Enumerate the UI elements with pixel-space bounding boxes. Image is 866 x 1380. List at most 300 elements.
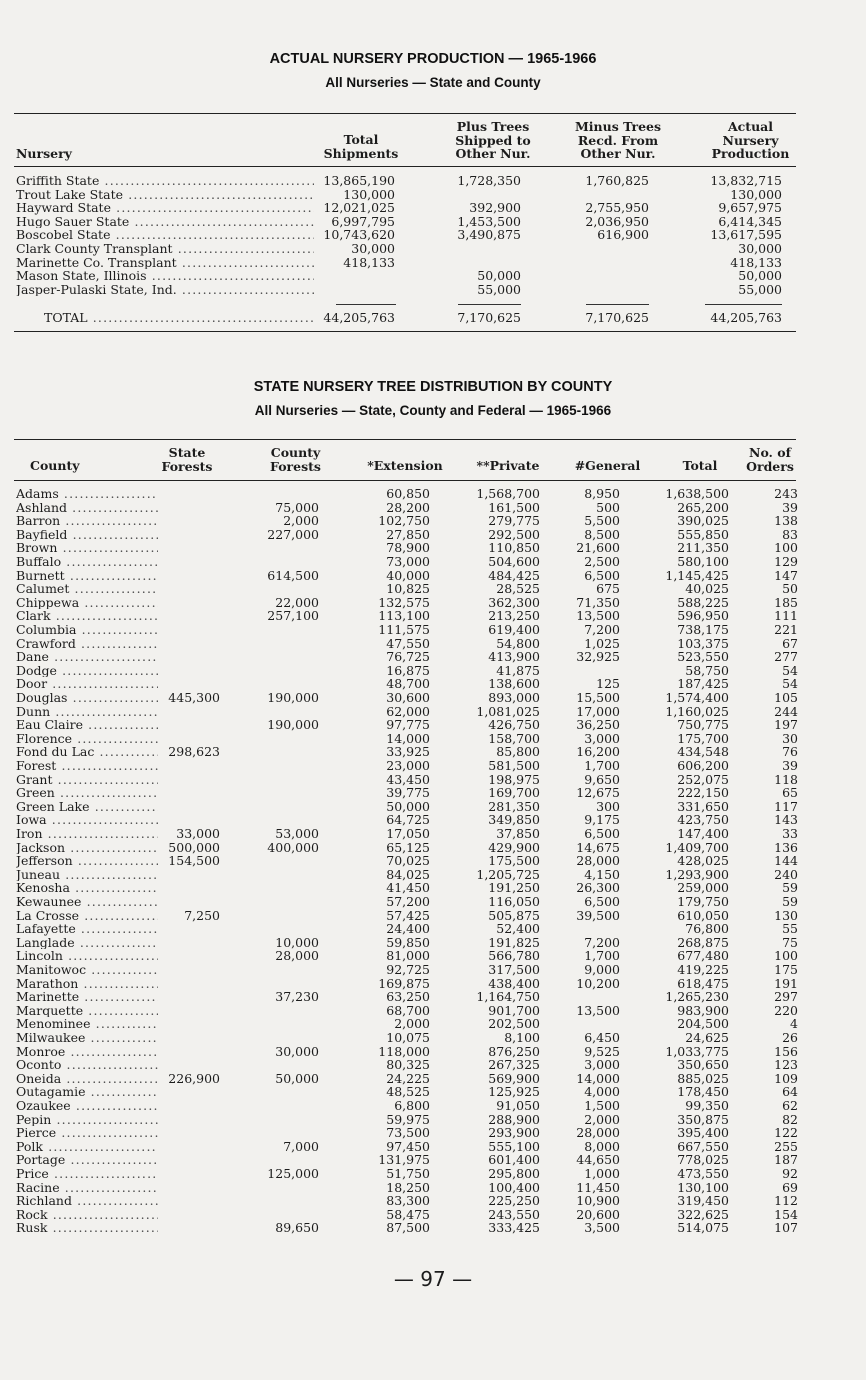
county-name: Milwaukee ..... <box>16 1031 158 1045</box>
table2-cell: 103,375 <box>677 635 729 651</box>
table2-cell: 175 <box>774 962 798 977</box>
table2-cell: 473,550 <box>677 1166 729 1181</box>
table1-cell: 13,832,715 <box>710 173 782 188</box>
table2-cell: 243,550 <box>488 1206 540 1222</box>
table2-cell: 514,075 <box>677 1220 729 1236</box>
table2-cell: 99,350 <box>685 1098 729 1113</box>
table2-cell: 67 <box>782 635 798 651</box>
table2-cell: 3,000 <box>584 1057 620 1073</box>
table2-cell: 47,550 <box>386 635 430 651</box>
table2-cell: 4,000 <box>584 1084 620 1100</box>
table2-cell: 100 <box>774 540 798 556</box>
county-name: Polk ..... <box>16 1140 158 1154</box>
table2-cell: 350,875 <box>677 1111 729 1127</box>
table2-cell: 322,625 <box>677 1206 729 1222</box>
county-name: Juneau ..... <box>16 868 158 882</box>
table2-cell: 279,775 <box>488 513 540 529</box>
table2-cell: 125,925 <box>488 1084 540 1100</box>
county-name: Pepin ..... <box>16 1113 158 1127</box>
table2-cell: 82 <box>782 1111 798 1127</box>
table2-cell: 901,700 <box>488 1002 540 1018</box>
table2-cell: 1,638,500 <box>665 486 729 501</box>
table2-cell: 240 <box>774 866 798 882</box>
table2-cell: 138 <box>774 513 798 529</box>
table2-cell: 1,000 <box>584 1166 620 1181</box>
table2-cell: 48,525 <box>386 1084 430 1100</box>
county-name: Door ..... <box>16 677 158 691</box>
table2-cell: 18,250 <box>386 1179 430 1195</box>
table2-cell: 129 <box>774 554 798 569</box>
table2-cell: 59 <box>782 880 798 896</box>
table2-cell: 523,550 <box>677 649 729 665</box>
table2-cell: 428,025 <box>677 853 729 869</box>
table1-total-shipments: 44,205,763 <box>323 310 395 325</box>
table2-cell: 1,033,775 <box>665 1043 729 1059</box>
table2-cell: 100 <box>774 948 798 964</box>
table2-cell: 3,000 <box>584 730 620 746</box>
table2-cell: 17,000 <box>576 703 620 719</box>
table2-cell: 277 <box>774 649 798 665</box>
table2-cell: 73,500 <box>386 1125 430 1141</box>
table2-cell: 1,568,700 <box>476 486 540 501</box>
table2-cell: 618,475 <box>677 975 729 991</box>
county-name: Fond du Lac ..... <box>16 745 158 759</box>
table2-cell: 7,250 <box>184 907 220 923</box>
table2-cell: 288,900 <box>488 1111 540 1127</box>
table2-cell: 69 <box>782 1179 798 1195</box>
table2-cell: 84,025 <box>386 866 430 882</box>
table2-cell: 75,000 <box>275 499 319 515</box>
table2-cell: 204,500 <box>677 1016 729 1032</box>
table2-cell: 222,150 <box>677 785 729 801</box>
table2-cell: 24,225 <box>386 1070 430 1086</box>
county-name: Richland ..... <box>16 1194 158 1208</box>
table2-cell: 8,100 <box>504 1030 540 1045</box>
county-name: Dodge ..... <box>16 664 158 678</box>
county-name: Barron ..... <box>16 514 158 528</box>
table2-cell: 28,200 <box>386 499 430 515</box>
table2-cell: 2,500 <box>584 554 620 569</box>
table1-cell: 12,021,025 <box>323 200 395 216</box>
table2-cell: 2,000 <box>394 1016 430 1032</box>
table2-cell: 68,700 <box>386 1002 430 1018</box>
table2-cell: 6,500 <box>584 826 620 841</box>
table2-cell: 41,875 <box>496 662 540 678</box>
table1-cell: 55,000 <box>738 281 782 297</box>
table2-cell: 257,100 <box>267 608 319 624</box>
table2-cell: 92,725 <box>386 962 430 977</box>
county-name: Dane ..... <box>16 650 158 664</box>
table1-header-actual-production: Actual Nursery Production <box>711 119 790 161</box>
table2-cell: 144 <box>774 853 798 869</box>
county-name: Monroe ..... <box>16 1045 158 1059</box>
table2-cell: 65 <box>782 785 798 801</box>
table2-cell: 132,575 <box>378 594 430 610</box>
table2-cell: 24,625 <box>685 1030 729 1045</box>
table2-cell: 81,000 <box>386 948 430 964</box>
table2-cell: 143 <box>774 812 798 828</box>
table2-subtitle: All Nurseries — State, County and Federal — 1965-1966 <box>254 403 612 418</box>
table2-cell: 64,725 <box>386 812 430 828</box>
table2-cell: 333,425 <box>488 1220 540 1236</box>
table2-cell: 15,500 <box>576 690 620 705</box>
table2-cell: 281,350 <box>488 798 540 814</box>
table2-cell: 102,750 <box>378 513 430 529</box>
table2-cell: 295,800 <box>488 1166 540 1181</box>
table2-cell: 202,500 <box>488 1016 540 1032</box>
table2-cell: 179,750 <box>677 894 729 909</box>
table2-cell: 423,750 <box>677 812 729 828</box>
table2-cell: 6,800 <box>394 1098 430 1113</box>
county-name: Forest ..... <box>16 759 158 773</box>
table2-cell: 100,400 <box>488 1179 540 1195</box>
table2-cell: 58,750 <box>685 662 729 678</box>
county-name: Kenosha ..... <box>16 881 158 895</box>
county-name: Jefferson ..... <box>16 854 158 868</box>
nursery-name: Griffith State ..... <box>16 174 314 188</box>
table2-cell: 62,000 <box>386 703 430 719</box>
table2-cell: 259,000 <box>677 880 729 896</box>
table2-cell: 349,850 <box>488 812 540 828</box>
table2-title: STATE NURSERY TREE DISTRIBUTION BY COUNTY <box>253 379 613 395</box>
table2-cell: 601,400 <box>488 1152 540 1168</box>
county-name: La Crosse ..... <box>16 909 158 923</box>
county-name: Ozaukee ..... <box>16 1099 158 1113</box>
table2-cell: 317,500 <box>488 962 540 977</box>
table2-cell: 50,000 <box>275 1070 319 1086</box>
table2-cell: 9,000 <box>584 962 620 977</box>
table2-cell: 555,100 <box>488 1138 540 1154</box>
county-name: Lincoln ..... <box>16 949 158 963</box>
table2-cell: 39,775 <box>386 785 430 801</box>
table2-cell: 54,800 <box>496 635 540 651</box>
county-name: Eau Claire ..... <box>16 718 158 732</box>
table2-cell: 6,500 <box>584 894 620 909</box>
table2-cell: 156 <box>774 1043 798 1059</box>
table2-cell: 185 <box>774 594 798 610</box>
table1-cell: 13,865,190 <box>323 173 395 188</box>
table1-cell: 2,036,950 <box>585 213 649 229</box>
table2-cell: 434,548 <box>677 744 729 760</box>
county-name: Iron ..... <box>16 827 158 841</box>
table2-cell: 778,025 <box>677 1152 729 1168</box>
table2-cell: 97,775 <box>386 717 430 733</box>
table2-cell: 50 <box>782 581 798 597</box>
table2-cell: 161,500 <box>488 499 540 515</box>
table2-cell: 59 <box>782 894 798 909</box>
table2-cell: 419,225 <box>677 962 729 977</box>
table2-cell: 36,250 <box>576 717 620 733</box>
table2-top-rule <box>14 439 796 440</box>
table2-cell: 55 <box>782 921 798 937</box>
table2-cell: 187 <box>774 1152 798 1168</box>
table2-cell: 500 <box>596 499 620 515</box>
table2-cell: 10,825 <box>386 581 430 597</box>
table2-cell: 85,800 <box>496 744 540 760</box>
county-name: Oneida ..... <box>16 1072 158 1086</box>
table2-cell: 4 <box>790 1016 798 1032</box>
county-name: Buffalo ..... <box>16 555 158 569</box>
county-name: Rusk ..... <box>16 1221 158 1235</box>
table2-cell: 154 <box>774 1206 798 1222</box>
table2-cell: 138,600 <box>488 676 540 692</box>
county-name: Iowa ..... <box>16 813 158 827</box>
table2-cell: 107 <box>774 1220 798 1236</box>
nursery-name: Mason State, Illinois ..... <box>16 269 314 283</box>
table1-cell: 418,133 <box>730 254 782 270</box>
table2-cell: 569,900 <box>488 1070 540 1086</box>
county-name: Green Lake ..... <box>16 800 158 814</box>
table2-header-extension: *Extension <box>367 458 443 473</box>
table1-cell: 9,657,975 <box>718 200 782 216</box>
table2-cell: 500,000 <box>168 839 220 855</box>
county-name: Burnett ..... <box>16 569 158 583</box>
nursery-name: Hayward State ..... <box>16 201 314 215</box>
table2-cell: 292,500 <box>488 526 540 542</box>
table2-cell: 87,500 <box>386 1220 430 1236</box>
table1-subtotal-rule-3 <box>586 304 649 305</box>
table2-cell: 27,850 <box>386 526 430 542</box>
table2-cell: 71,350 <box>576 594 620 610</box>
table1-total-label: TOTAL ..... <box>44 311 314 325</box>
table2-cell: 3,500 <box>584 1220 620 1236</box>
table2-cell: 606,200 <box>677 758 729 773</box>
table1-cell: 10,743,620 <box>323 227 395 243</box>
table2-cell: 54 <box>782 662 798 678</box>
table2-cell: 14,000 <box>386 730 430 746</box>
table2-cell: 28,525 <box>496 581 540 597</box>
table2-cell: 118,000 <box>378 1043 430 1059</box>
table2-header-rule <box>14 480 796 481</box>
table2-cell: 125,000 <box>267 1166 319 1181</box>
county-name: Langlade ..... <box>16 936 158 950</box>
table1-cell: 1,453,500 <box>457 213 521 229</box>
table2-cell: 13,500 <box>576 608 620 624</box>
table2-cell: 62 <box>782 1098 798 1113</box>
table2-cell: 211,350 <box>677 540 729 556</box>
county-name: Portage ..... <box>16 1153 158 1167</box>
table2-cell: 319,450 <box>677 1193 729 1209</box>
table1-subtotal-rule-1 <box>336 304 396 305</box>
table2-cell: 10,075 <box>386 1030 430 1045</box>
table2-cell: 122 <box>774 1125 798 1141</box>
table2-cell: 1,160,025 <box>665 703 729 719</box>
table2-cell: 8,000 <box>584 1138 620 1154</box>
table2-cell: 198,975 <box>488 771 540 787</box>
table2-cell: 130 <box>774 907 798 923</box>
table2-cell: 39,500 <box>576 907 620 923</box>
county-name: Dunn ..... <box>16 705 158 719</box>
table2-cell: 175,700 <box>677 730 729 746</box>
table1-cell: 50,000 <box>738 268 782 284</box>
table2-cell: 983,900 <box>677 1002 729 1018</box>
table2-cell: 48,700 <box>386 676 430 692</box>
table2-cell: 10,900 <box>576 1193 620 1209</box>
table2-cell: 58,475 <box>386 1206 430 1222</box>
table2-cell: 53,000 <box>275 826 319 841</box>
county-name: Oconto ..... <box>16 1058 158 1072</box>
table2-cell: 4,150 <box>584 866 620 882</box>
table2-cell: 426,750 <box>488 717 540 733</box>
county-name: Clark ..... <box>16 609 158 623</box>
table2-cell: 8,500 <box>584 526 620 542</box>
table2-cell: 1,205,725 <box>476 866 540 882</box>
table2-cell: 16,200 <box>576 744 620 760</box>
county-name: Chippewa ..... <box>16 596 158 610</box>
table2-cell: 76,800 <box>685 921 729 937</box>
county-name: Marathon ..... <box>16 977 158 991</box>
table2-cell: 63,250 <box>386 989 430 1005</box>
table2-cell: 438,400 <box>488 975 540 991</box>
table1-cell: 3,490,875 <box>457 227 521 243</box>
table2-cell: 738,175 <box>677 622 729 637</box>
table2-cell: 5,500 <box>584 513 620 529</box>
table2-cell: 581,500 <box>488 758 540 773</box>
county-name: Rock ..... <box>16 1208 158 1222</box>
table2-cell: 244 <box>774 703 798 719</box>
table2-cell: 580,100 <box>677 554 729 569</box>
table2-cell: 75 <box>782 934 798 950</box>
table2-cell: 429,900 <box>488 839 540 855</box>
table2-cell: 76,725 <box>386 649 430 665</box>
table2-cell: 33,925 <box>386 744 430 760</box>
table1-cell: 616,900 <box>597 227 649 243</box>
table2-cell: 20,600 <box>576 1206 620 1222</box>
county-name: Price ..... <box>16 1167 158 1181</box>
table2-cell: 59,850 <box>386 934 430 950</box>
table1-cell: 1,760,825 <box>585 173 649 188</box>
table2-cell: 400,000 <box>267 839 319 855</box>
table2-cell: 566,780 <box>488 948 540 964</box>
table2-cell: 30 <box>782 730 798 746</box>
table2-cell: 596,950 <box>677 608 729 624</box>
table2-cell: 876,250 <box>488 1043 540 1059</box>
table2-cell: 109 <box>774 1070 798 1086</box>
table2-cell: 14,000 <box>576 1070 620 1086</box>
county-name: Green ..... <box>16 786 158 800</box>
table2-cell: 1,409,700 <box>665 839 729 855</box>
table2-cell: 40,000 <box>386 567 430 583</box>
table1-cell: 50,000 <box>477 268 521 284</box>
county-name: Racine ..... <box>16 1181 158 1195</box>
county-name: Lafayette ..... <box>16 922 158 936</box>
table2-cell: 243 <box>774 486 798 501</box>
table1-header-total-shipments: Total Shipments <box>323 132 399 161</box>
table2-cell: 555,850 <box>677 526 729 542</box>
nursery-name: Hugo Sauer State ..... <box>16 215 314 229</box>
county-name: Crawford ..... <box>16 637 158 651</box>
table2-cell: 10,200 <box>576 975 620 991</box>
table2-cell: 9,175 <box>584 812 620 828</box>
table2-cell: 350,650 <box>677 1057 729 1073</box>
table2-cell: 16,875 <box>386 662 430 678</box>
table2-cell: 1,025 <box>584 635 620 651</box>
county-name: Adams ..... <box>16 487 158 501</box>
table2-cell: 190,000 <box>267 717 319 733</box>
table2-cell: 362,300 <box>488 594 540 610</box>
table2-cell: 23,000 <box>386 758 430 773</box>
table2-cell: 17,050 <box>386 826 430 841</box>
county-name: Columbia ..... <box>16 623 158 637</box>
table2-cell: 190,000 <box>267 690 319 705</box>
table1-cell: 130,000 <box>343 186 395 202</box>
table2-cell: 750,775 <box>677 717 729 733</box>
table2-cell: 2,000 <box>584 1111 620 1127</box>
table2-cell: 255 <box>774 1138 798 1154</box>
table2-cell: 413,900 <box>488 649 540 665</box>
table1-bottom-rule <box>14 331 796 332</box>
table2-cell: 7,200 <box>584 622 620 637</box>
table2-cell: 110,850 <box>488 540 540 556</box>
county-name: Menominee ..... <box>16 1017 158 1031</box>
table2-cell: 76 <box>782 744 798 760</box>
county-name: Brown ..... <box>16 541 158 555</box>
table2-cell: 213,250 <box>488 608 540 624</box>
table2-cell: 26,300 <box>576 880 620 896</box>
table1-cell: 2,755,950 <box>585 200 649 216</box>
table2-cell: 158,700 <box>488 730 540 746</box>
table1-cell: 418,133 <box>343 254 395 270</box>
nursery-name: Trout Lake State ..... <box>16 188 314 202</box>
county-name: Ashland ..... <box>16 501 158 515</box>
table1-top-rule <box>14 113 796 114</box>
table2-cell: 265,200 <box>677 499 729 515</box>
table2-cell: 80,325 <box>386 1057 430 1073</box>
table2-cell: 7,000 <box>283 1138 319 1154</box>
table2-cell: 9,650 <box>584 771 620 787</box>
table2-cell: 117 <box>774 798 798 814</box>
table2-cell: 89,650 <box>275 1220 319 1236</box>
county-name: Marinette ..... <box>16 990 158 1004</box>
table2-cell: 41,450 <box>386 880 430 896</box>
table2-header-orders: No. of Orders <box>746 445 794 474</box>
table2-cell: 331,650 <box>677 798 729 814</box>
table2-cell: 297 <box>774 989 798 1005</box>
table2-cell: 187,425 <box>677 676 729 692</box>
table2-cell: 131,975 <box>378 1152 430 1168</box>
table2-cell: 112 <box>774 1193 798 1209</box>
table2-cell: 54 <box>782 676 798 692</box>
table2-cell: 1,700 <box>584 758 620 773</box>
county-name: Pierce ..... <box>16 1126 158 1140</box>
table2-cell: 51,750 <box>386 1166 430 1181</box>
table1-subtotal-rule-4 <box>705 304 782 305</box>
table2-cell: 92 <box>782 1166 798 1181</box>
county-name: Grant ..... <box>16 773 158 787</box>
table2-cell: 33 <box>782 826 798 841</box>
table2-cell: 37,230 <box>275 989 319 1005</box>
table2-cell: 57,200 <box>386 894 430 909</box>
county-name: Bayfield ..... <box>16 528 158 542</box>
table2-cell: 64 <box>782 1084 798 1100</box>
table2-cell: 50,000 <box>386 798 430 814</box>
nursery-name: Marinette Co. Transplant ..... <box>16 256 314 270</box>
table2-cell: 130,100 <box>677 1179 729 1195</box>
table2-cell: 22,000 <box>275 594 319 610</box>
table1-subtotal-rule-2 <box>458 304 521 305</box>
county-name: Calumet ..... <box>16 582 158 596</box>
table2-cell: 169,875 <box>378 975 430 991</box>
table2-cell: 1,293,900 <box>665 866 729 882</box>
table2-header-county-forests: County Forests <box>270 445 321 474</box>
table2-cell: 154,500 <box>168 853 220 869</box>
table2-cell: 395,400 <box>677 1125 729 1141</box>
table1-header-plus-trees: Plus Trees Shipped to Other Nur. <box>455 119 531 161</box>
table1-title: ACTUAL NURSERY PRODUCTION — 1965-1966 <box>269 51 597 67</box>
table2-cell: 175,500 <box>488 853 540 869</box>
table2-cell: 197 <box>774 717 798 733</box>
table2-cell: 83,300 <box>386 1193 430 1209</box>
